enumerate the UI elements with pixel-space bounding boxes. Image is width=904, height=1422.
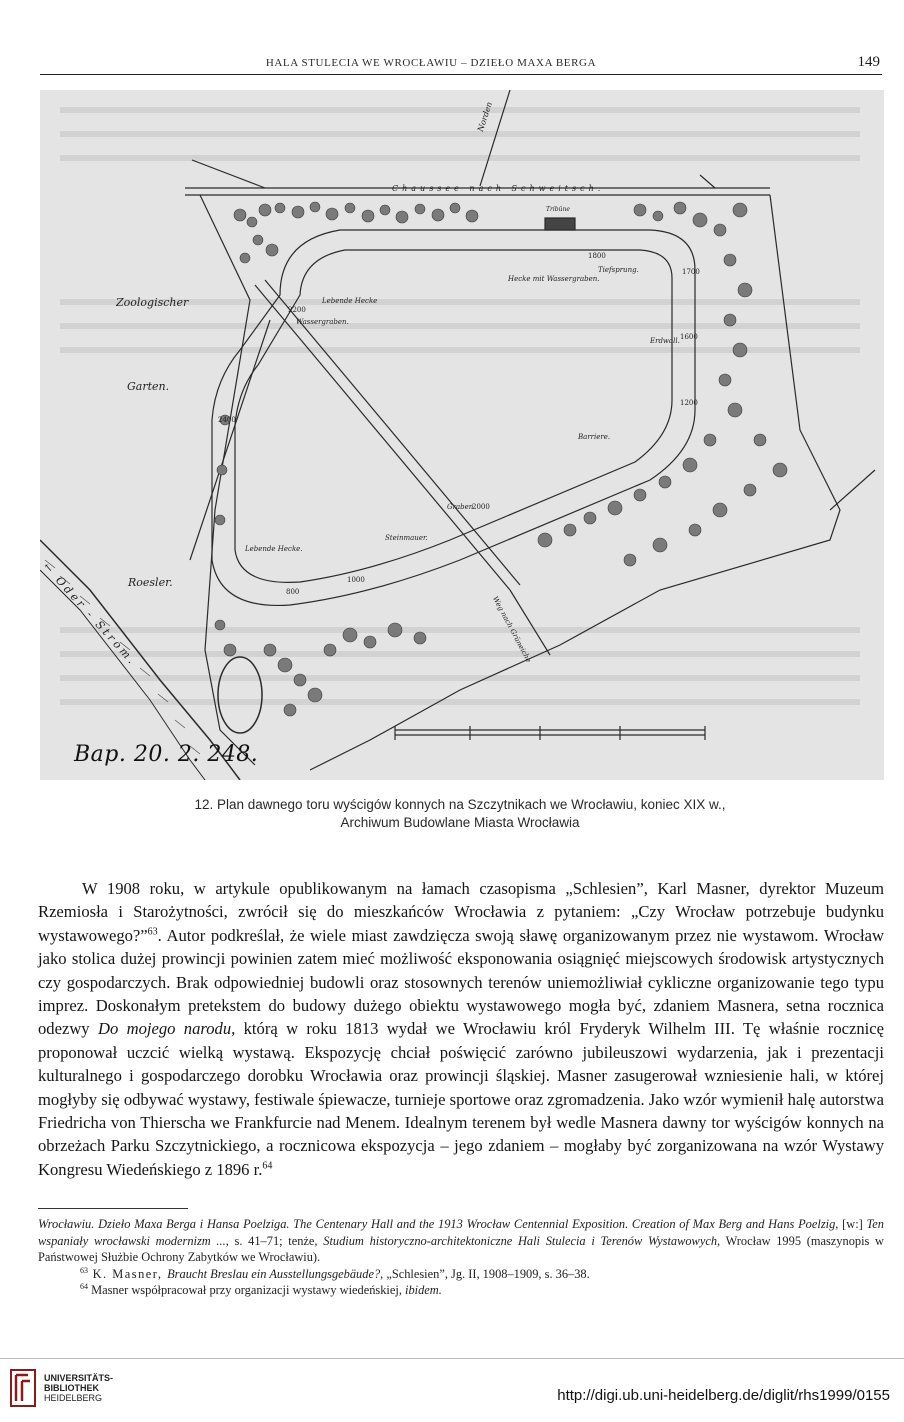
footnote-63 xyxy=(38,1266,884,1283)
text-run: ibidem. xyxy=(405,1283,442,1298)
text-run: Ten wspaniały wrocławski modernizm ..., xyxy=(38,1217,884,1248)
italic-title: Do mojego narodu, xyxy=(97,1019,236,1039)
text-run: [w:] xyxy=(838,1217,867,1231)
map-label-chaussee: Chaussee nach Schweitsch. xyxy=(392,184,605,193)
library-name-line: HEIDELBERG xyxy=(44,1393,103,1403)
archive-signature: Bap. 20. 2. 248. xyxy=(74,742,259,767)
map-label-oder: ← Oder - Strom. xyxy=(40,560,140,669)
map-label-garten: Garten. xyxy=(127,380,170,393)
text-run: K. Masner, xyxy=(88,1266,168,1281)
text-run: którą w roku 1813 wydał we Wrocławiu król Fryderyk Wilhelm III. Tę właśnie rocznicę proponował uczcić wielką wystawą. Ekspozycję chciał poświęcić zarówno jubileuszowi wydarzenia, jak i prezentacji kulturalnego i gospodarczego dorobku Wrocławia oraz prowincji śląskiej. Masner zasugerował wzniesienie hali, w której mogłyby się odbywać wystawy, festiwale śpiewacze, turnieje sportowe oraz zgromadzenia. Jako wzór wymienił halę autorstwa Friedricha von Thierscha we Frankfurcie nad Menem. Idealnym terenem był wedle Masnera dawny tor wyścigów konnych na obrzeżach Parku Szczytnickiego, a rocznicowa ekspozycja – jego zdaniem – mogłaby być zorganizowana na wzór Wystawy Kongresu Wiedeńskiego z 1896 r. xyxy=(38,1019,884,1179)
map-label-wassergraben: Wassergraben. xyxy=(296,318,349,326)
distance-2400: 2400 xyxy=(218,416,236,424)
map-label-barriere: Barriere. xyxy=(578,433,611,441)
running-header xyxy=(40,56,882,75)
text-run: Braucht Breslau ein Ausstellungsgebäude?, xyxy=(167,1266,384,1281)
source-url-link[interactable]: http://digi.ub.uni-heidelberg.de/diglit/rhs1999/0155 xyxy=(557,1387,890,1404)
footnote-divider xyxy=(38,1208,188,1209)
distance-1700: 1700 xyxy=(682,268,700,276)
footnote-number: 64 xyxy=(80,1282,88,1292)
paragraph xyxy=(38,877,884,1181)
text-run: Masner współpracował przy organizacji wystawy wiedeńskiej, xyxy=(88,1283,406,1298)
library-name xyxy=(44,1373,113,1403)
text-run: „Schlesien”, Jg. II, 1908–1909, s. 36–38. xyxy=(383,1266,590,1281)
footnote-ref-64[interactable]: 64 xyxy=(262,1160,273,1172)
text-run: Studium historyczno-architektoniczne Hali Stulecia i Terenów Wystawowych, xyxy=(323,1233,721,1248)
footnotes xyxy=(38,1216,884,1299)
footnote-ref-63[interactable]: 63 xyxy=(147,926,158,938)
text-run: . Autor podkreślał, że wiele miast zawdzięcza swoją sławę organizowanym przez nie wystawom. Wrocław jako stolica dużej prowincji powinien zatem mieć możliwość eksponowania osiągnięć miejscowych środowisk artystycznych czy gospodarczych. Brak odpowiedniej budowli oraz stosownych terenów uniemożliwiał cykliczne organizowanie tego typu imprez. Doskonałym pretekstem do budowy dużego obiektu wystawowego mogła być, zdaniem Masnera, setna rocznica odezwy xyxy=(38,925,884,1039)
map-label-zoologischer: Zoologischer xyxy=(116,296,189,309)
caption-line-1: 12. Plan dawnego toru wyścigów konnych na Szczytnikach we Wrocławiu, koniec XIX w., xyxy=(194,797,726,812)
text-run: Wrocław 1995 (maszynopis w Państwowej Służbie Ochrony Zabytków we Wrocławiu). xyxy=(38,1233,885,1265)
page-number: 149 xyxy=(857,54,880,70)
figure-caption xyxy=(60,796,860,832)
map-label-hecke-wassergraben: Hecke mit Wassergraben. xyxy=(508,275,600,283)
map-label-lebende-hecke-1: Lebende Hecke xyxy=(322,297,378,305)
map-label-weg: Weg nach Grüneiche xyxy=(490,595,533,664)
distance-1800: 1800 xyxy=(588,252,606,260)
distance-2200: 2200 xyxy=(288,306,306,314)
text-run: s. 41–71; tenże, xyxy=(228,1233,324,1248)
map-label-graben: Graben xyxy=(447,503,474,511)
library-logo-icon xyxy=(10,1369,36,1407)
library-name-line: BIBLIOTHEK xyxy=(44,1383,99,1393)
digitization-footer xyxy=(0,1358,904,1422)
text-run: Wrocławiu. Dzieło Maxa Berga i Hansa Poelziga. The Centenary Hall and the 1913 Wrocław Centennial Exposition. Creation of Max Berg and Hans Poelzig, xyxy=(38,1217,839,1231)
footnote-continuation xyxy=(38,1216,884,1266)
map-label-steinmauer: Steinmauer. xyxy=(385,534,428,542)
library-name-line: UNIVERSITÄTS- xyxy=(44,1373,114,1383)
map-label-lebende-hecke-2: Lebende Hecke. xyxy=(245,545,303,553)
main-text xyxy=(38,877,884,1181)
distance-1600: 1600 xyxy=(680,333,698,341)
racetrack-map-drawing xyxy=(40,90,884,780)
text-run: W 1908 roku, w artykule opublikowanym na łamach czasopisma „Schlesien”, Karl Masner, dyrektor Muzeum Rzemiosła i Starożytności, zwrócił się do mieszkańców Wrocławia z pytaniem: „Czy Wrocław potrzebuje budynku wystawowego?” xyxy=(38,879,884,945)
caption-line-2: Archiwum Budowlane Miasta Wrocławia xyxy=(340,815,580,830)
distance-2000: 2000 xyxy=(472,503,490,511)
map-label-tiefsprung: Tiefsprung. xyxy=(598,266,639,274)
map-label-tribune: Tribüne xyxy=(546,206,570,213)
distance-1200: 1200 xyxy=(680,399,698,407)
distance-1000: 1000 xyxy=(347,576,365,584)
footnote-64 xyxy=(38,1282,884,1299)
racetrack-map-figure xyxy=(40,90,884,780)
footnote-number: 63 xyxy=(80,1265,88,1275)
map-label-norden: Norden xyxy=(476,100,495,133)
map-label-erdwall: Erdwall. xyxy=(650,337,680,345)
distance-800: 800 xyxy=(286,588,300,596)
map-label-roesler: Roesler. xyxy=(128,576,173,589)
running-head-title: HALA STULECIA WE WROCŁAWIU – DZIEŁO MAXA BERGA xyxy=(265,57,597,69)
